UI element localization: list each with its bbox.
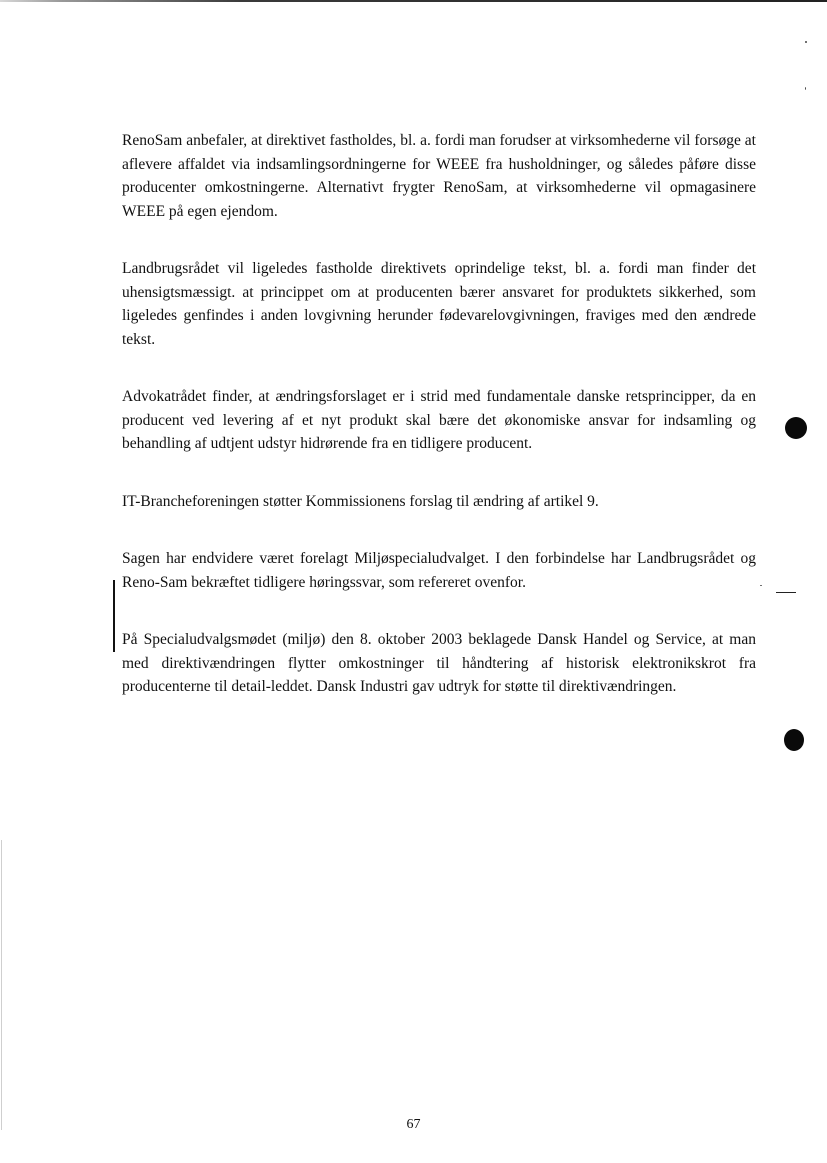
revision-change-bar <box>113 580 115 652</box>
paragraph-specialudvalgsmoedet: På Specialudvalgsmødet (miljø) den 8. oktober 2003 beklagede Dansk Handel og Service, at man med direktivændringen flytter omkostninger til håndtering af historisk elektronikskrot fra producenterne til detail-leddet. Dansk Industri gav udtryk for støtte til direktivændringen. <box>122 631 756 695</box>
document-body <box>122 129 756 699</box>
paragraph-renosam: RenoSam anbefaler, at direktivet fastholdes, bl. a. fordi man forudser at virksomhederne vil forsøge at aflevere affaldet via indsamlingsordningerne for WEEE fra husholdninger, og således påføre disse producenter omkostningerne. Alternativt frygter RenoSam, at virksomhederne vil opmagasinere WEEE på egen ejendom. <box>122 132 756 220</box>
top-scan-edge <box>0 0 827 2</box>
page-number: 67 <box>406 1117 421 1132</box>
scan-speck <box>805 41 807 43</box>
paragraph-landbrugsraadet: Landbrugsrådet vil ligeledes fastholde direktivets oprindelige tekst, bl. a. fordi man finder det uhensigtsmæssigt. at princippet om at producenten bærer ansvaret for produktets sikkerhed, som ligeledes genfindes i anden lovgivning herunder fødevarelovgivningen, fraviges med den ændrede tekst. <box>122 260 756 348</box>
punch-hole-upper <box>785 417 807 439</box>
paragraph-advokatraadet: Advokatrådet finder, at ændringsforslaget er i strid med fundamentale danske retsprincipper, da en producent ved levering af et nyt produkt skal bære det økonomiske ansvar for indsamling og behandling af udtjent udstyr hidrørende fra en tidligere producent. <box>122 388 756 452</box>
scan-speck <box>760 585 762 586</box>
punch-hole-lower <box>784 729 804 751</box>
paragraph-miljoespecialudvalget: Sagen har endvidere været forelagt Miljøspecialudvalget. I den forbindelse har Landbrugsrådet og Reno-Sam bekræftet tidligere høringssvar, som refereret ovenfor. <box>122 550 756 591</box>
scan-speck <box>805 87 806 90</box>
left-scan-edge <box>1 840 2 1130</box>
margin-dash-mark <box>776 592 796 593</box>
paragraph-it-brancheforeningen: IT-Brancheforeningen støtter Kommissionens forslag til ændring af artikel 9. <box>122 492 599 510</box>
